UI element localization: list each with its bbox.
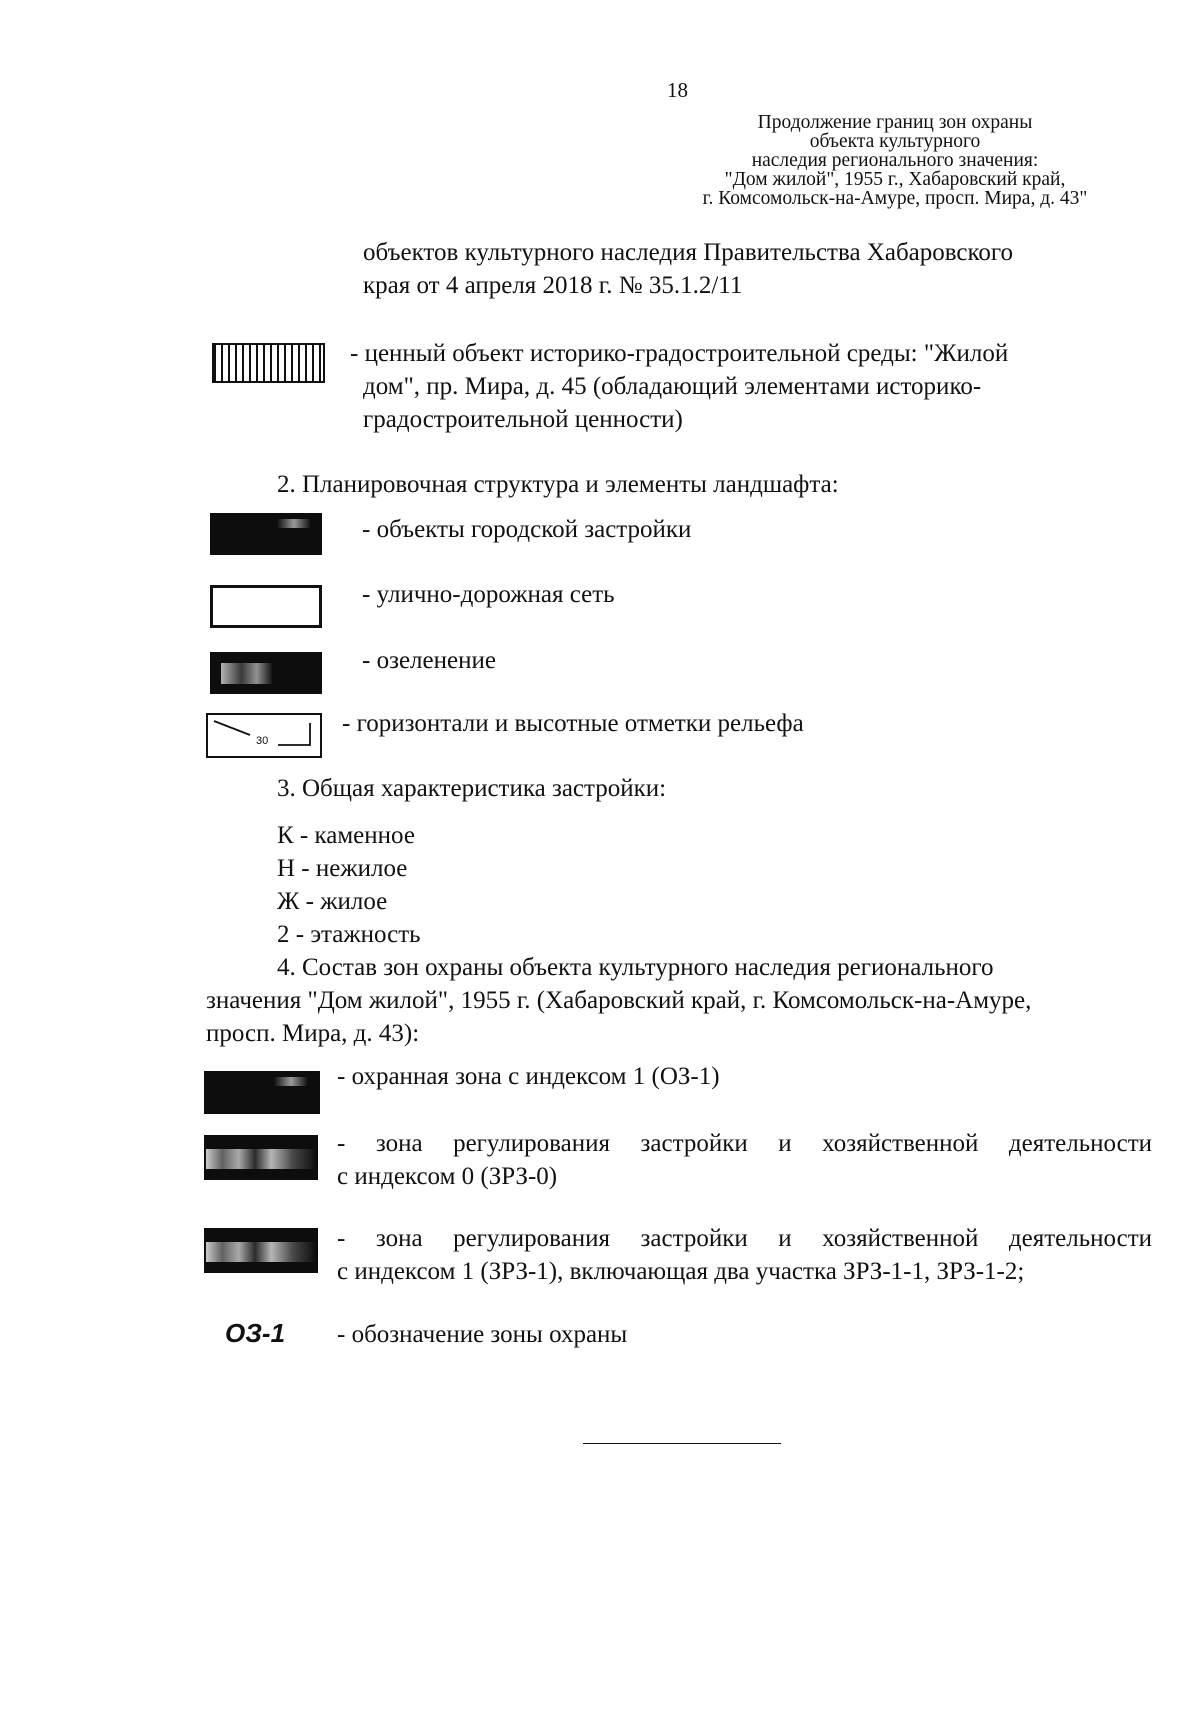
section-title: 2. Планировочная структура и элементы ландшафта: — [277, 471, 839, 498]
legend-text: - улично-дорожная сеть — [362, 581, 615, 608]
characteristic-item: Ж - жилое — [277, 888, 388, 915]
zrz1-legend-symbol — [204, 1228, 318, 1273]
zrz0-legend-symbol — [204, 1135, 318, 1180]
legend-text: - объекты городской застройки — [362, 516, 692, 543]
header-line: Продолжение границ зон охраны — [757, 112, 1033, 133]
page-number: 18 — [667, 78, 688, 102]
hatched-legend-symbol — [212, 343, 325, 383]
legend-text: - ценный объект историко-градостроительной среды: "Жилой — [350, 340, 1009, 367]
characteristic-item: К - каменное — [277, 822, 415, 849]
closing-divider — [583, 1443, 781, 1444]
legend-text: дом", пр. Мира, д. 45 (обладающий элементами историко- — [363, 373, 982, 400]
running-header — [640, 113, 1150, 208]
legend-text: с индексом 0 (ЗРЗ-0) — [337, 1163, 558, 1190]
legend-text: с индексом 1 (ЗРЗ-1), включающая два участка ЗРЗ-1-1, ЗРЗ-1-2; — [337, 1258, 1025, 1285]
legend-text: - обозначение зоны охраны — [337, 1321, 628, 1348]
legend-text: - зона регулирования застройки и хозяйственной деятельности — [337, 1225, 1152, 1252]
buildings-legend-symbol — [210, 513, 322, 555]
legend-text: градостроительной ценности) — [363, 406, 683, 433]
zone-label-symbol: ОЗ-1 — [225, 1318, 286, 1348]
section-text: просп. Мира, д. 43): — [206, 1020, 420, 1047]
legend-text: - охранная зона с индексом 1 (ОЗ-1) — [337, 1063, 720, 1090]
section-title: 3. Общая характеристика застройки: — [277, 775, 667, 802]
contour-value: 30 — [256, 735, 269, 747]
intro-line: объектов культурного наследия Правительства Хабаровского — [363, 239, 1014, 266]
characteristic-item: Н - нежилое — [277, 855, 408, 882]
greenery-legend-symbol — [210, 652, 322, 694]
characteristic-item: 2 - этажность — [277, 921, 421, 948]
contour-legend-symbol — [206, 713, 322, 758]
legend-text: - озеленение — [362, 647, 496, 674]
section-text: 4. Состав зон охраны объекта культурного наследия регионального — [277, 954, 994, 981]
header-line: "Дом жилой", 1955 г., Хабаровский край, — [724, 169, 1066, 190]
legend-text: - зона регулирования застройки и хозяйственной деятельности — [337, 1130, 1152, 1157]
streets-legend-symbol — [210, 585, 322, 628]
header-line: объекта культурного — [809, 131, 981, 152]
legend-text: - горизонтали и высотные отметки рельефа — [342, 710, 804, 737]
header-line: наследия регионального значения: — [751, 150, 1039, 171]
header-line: г. Комсомольск-на-Амуре, просп. Мира, д. 43" — [702, 188, 1088, 209]
oz1-legend-symbol — [204, 1071, 320, 1114]
intro-line: края от 4 апреля 2018 г. № 35.1.2/11 — [363, 272, 743, 299]
section-text: значения "Дом жилой", 1955 г. (Хабаровский край, г. Комсомольск-на-Амуре, — [206, 987, 1032, 1014]
